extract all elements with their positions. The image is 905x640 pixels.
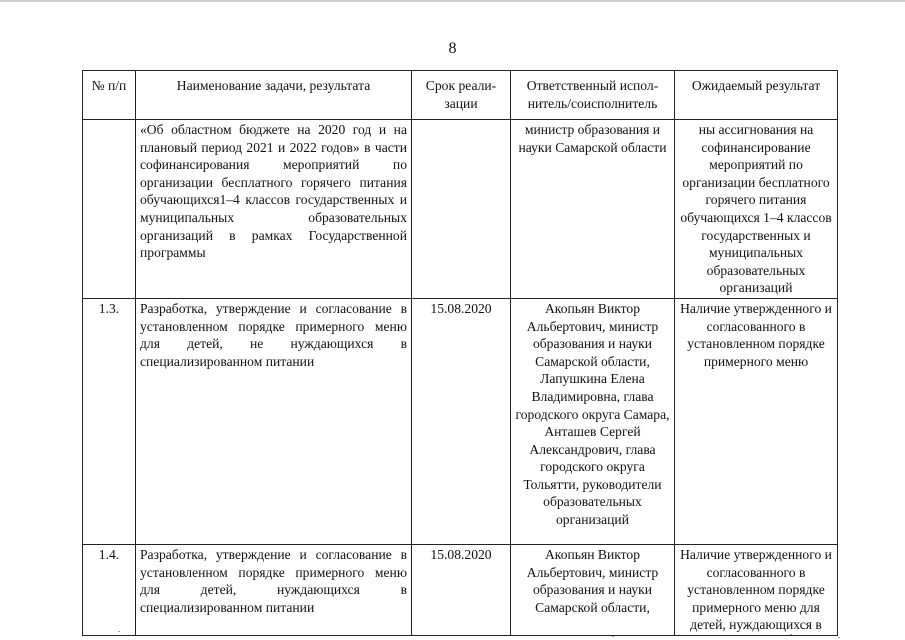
header-number: № п/п [83, 71, 136, 120]
table-header-row [83, 71, 838, 120]
page-top-edge [0, 0, 905, 2]
scan-speck [118, 631, 120, 632]
plan-table [82, 70, 838, 636]
row-number: 1.3. [83, 298, 136, 544]
table-row [83, 120, 838, 299]
row-result: Наличие утвержденного и согласованного в установленном порядке примерного меню [675, 298, 838, 544]
header-task: Наименование задачи, результата [136, 71, 412, 120]
row-deadline [412, 120, 511, 299]
table-row [83, 298, 838, 544]
header-result: Ожидаемый результат [675, 71, 838, 120]
table-row [83, 544, 838, 635]
row-responsible: Акопьян Виктор Альбертович, министр образования и науки Самарской области, Лапушкина Елена Владимировна, глава городского округа Самара, Анташев Сергей Александрович, глава городского округа Тольятти, руководители образовательных организаций [511, 298, 675, 544]
row-number [83, 120, 136, 299]
scan-speck [612, 636, 614, 637]
row-responsible: Акопьян Виктор Альбертович, министр образования и науки Самарской области, [511, 544, 675, 635]
page-number: 8 [448, 40, 457, 57]
row-responsible: министр образования и науки Самарской области [511, 120, 675, 299]
row-task: «Об областном бюджете на 2020 год и на плановый период 2021 и 2022 годов» в части софинансирования мероприятий по организации бесплатного горячего питания обучающихся1–4 классов государственных и муниципальных образовательных организаций в рамках Государственной программы [136, 120, 412, 299]
header-responsible: Ответственный испол-нитель/соисполнитель [511, 71, 675, 120]
row-task: Разработка, утверждение и согласование в установленном порядке примерного меню для детей, не нуждающихся в специализированном питании [136, 298, 412, 544]
row-deadline: 15.08.2020 [412, 544, 511, 635]
row-number: 1.4. [83, 544, 136, 635]
header-deadline: Срок реали-зации [412, 71, 511, 120]
row-deadline: 15.08.2020 [412, 298, 511, 544]
scan-speck [838, 637, 840, 638]
row-result: Наличие утвержденного и согласованного в установленном порядке примерного меню для детей, нуждающихся в [675, 544, 838, 635]
row-result: ны ассигнования на софинансирование мероприятий по организации бесплатного горячего питания обучающихся 1–4 классов государственных и муниципальных образовательных организаций [675, 120, 838, 299]
scan-marks [0, 628, 905, 640]
row-task: Разработка, утверждение и согласование в установленном порядке примерного меню для детей, нуждающихся в специализированном питании [136, 544, 412, 635]
scan-speck [790, 634, 792, 635]
